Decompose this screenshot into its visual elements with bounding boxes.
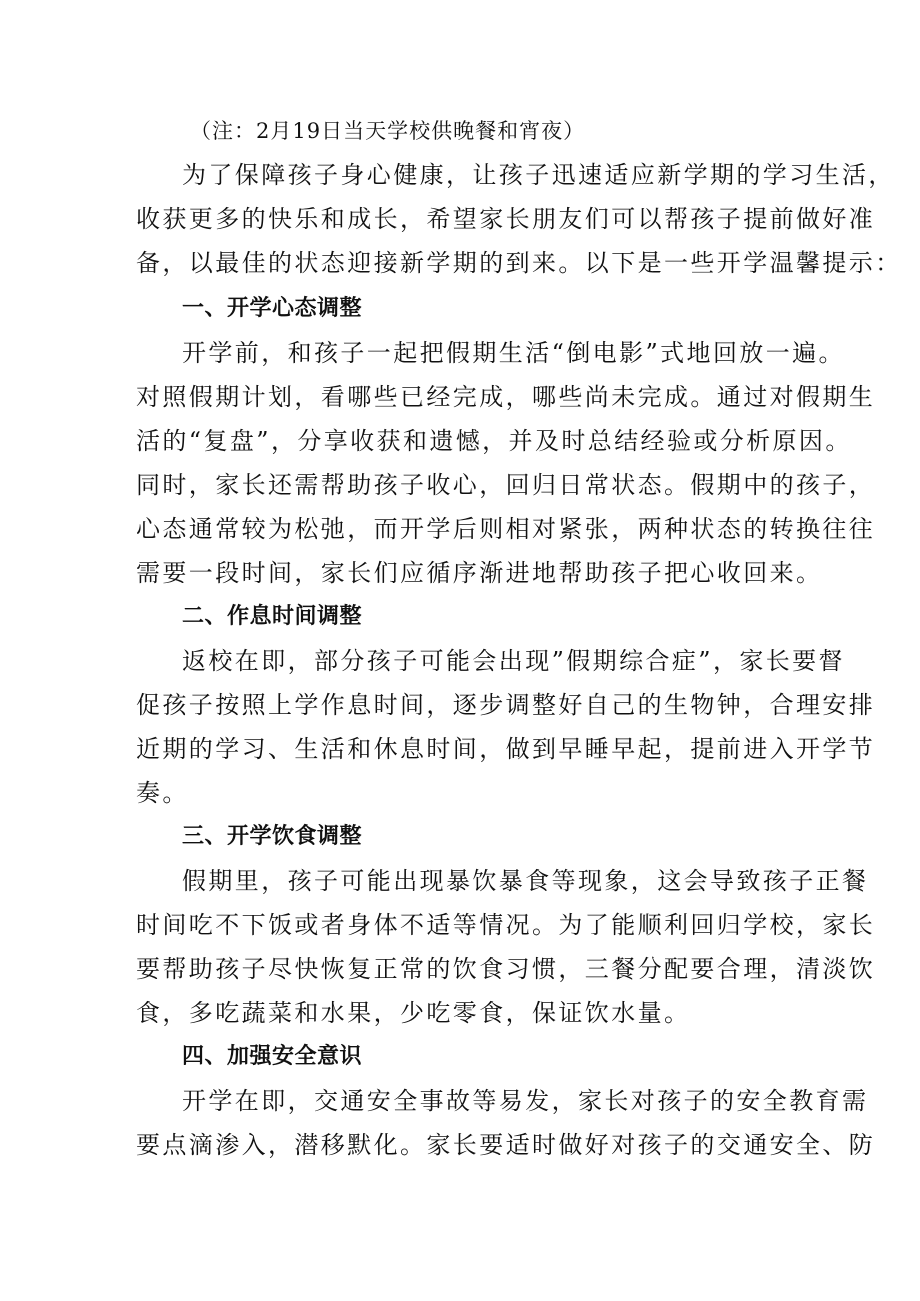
section-4-line: 要点滴渗入，潜移默化。家长要适时做好对孩子的交通安全、防	[136, 1131, 876, 1159]
section-3-line: 假期里，孩子可能出现暴饮暴食等现象，这会导致孩子正餐	[182, 867, 869, 895]
intro-line: 备，以最佳的状态迎接新学期的到来。以下是一些开学温馨提示：	[136, 249, 902, 277]
section-1-line: 活的“复盘”，分享收获和遗憾，并及时总结经验或分析原因。	[136, 427, 852, 455]
section-heading-1: 一、开学心态调整	[182, 296, 363, 321]
section-1-line: 同时，家长还需帮助孩子收心，回归日常状态。假期中的孩子，	[136, 471, 876, 499]
section-2-line: 近期的学习、生活和休息时间，做到早睡早起，提前进入开学节	[136, 735, 876, 763]
intro-line: 收获更多的快乐和成长，希望家长朋友们可以帮孩子提前做好准	[136, 205, 876, 233]
section-1-line: 开学前，和孩子一起把假期生活“倒电影”式地回放一遍。	[182, 339, 845, 367]
section-4-line: 开学在即，交通安全事故等易发，家长对孩子的安全教育需	[182, 1087, 869, 1115]
section-2-line: 返校在即，部分孩子可能会出现”假期综合症”，家长要督	[182, 647, 845, 675]
section-2-line: 促孩子按照上学作息时间，逐步调整好自己的生物钟，合理安排	[136, 691, 876, 719]
section-3-line: 要帮助孩子尽快恢复正常的饮食习惯，三餐分配要合理，清淡饮	[136, 955, 876, 983]
intro-line: 为了保障孩子身心健康，让孩子迅速适应新学期的学习生活，	[182, 161, 895, 189]
note-line: （注：2月19日当天学校供晚餐和宵夜）	[190, 119, 586, 143]
section-3-line: 食，多吃蔬菜和水果，少吃零食，保证饮水量。	[136, 999, 691, 1027]
section-1-line: 对照假期计划，看哪些已经完成，哪些尚未完成。通过对假期生	[136, 383, 876, 411]
section-heading-3: 三、开学饮食调整	[182, 824, 363, 849]
section-heading-4: 四、加强安全意识	[182, 1044, 363, 1069]
section-3-line: 时间吃不下饭或者身体不适等情况。为了能顺利回归学校，家长	[136, 911, 876, 939]
section-1-line: 需要一段时间，家长们应循序渐进地帮助孩子把心收回来。	[136, 559, 823, 587]
section-1-line: 心态通常较为松弛，而开学后则相对紧张，两种状态的转换往往	[136, 515, 876, 543]
section-2-line: 奏。	[136, 779, 189, 807]
section-heading-2: 二、作息时间调整	[182, 604, 363, 629]
